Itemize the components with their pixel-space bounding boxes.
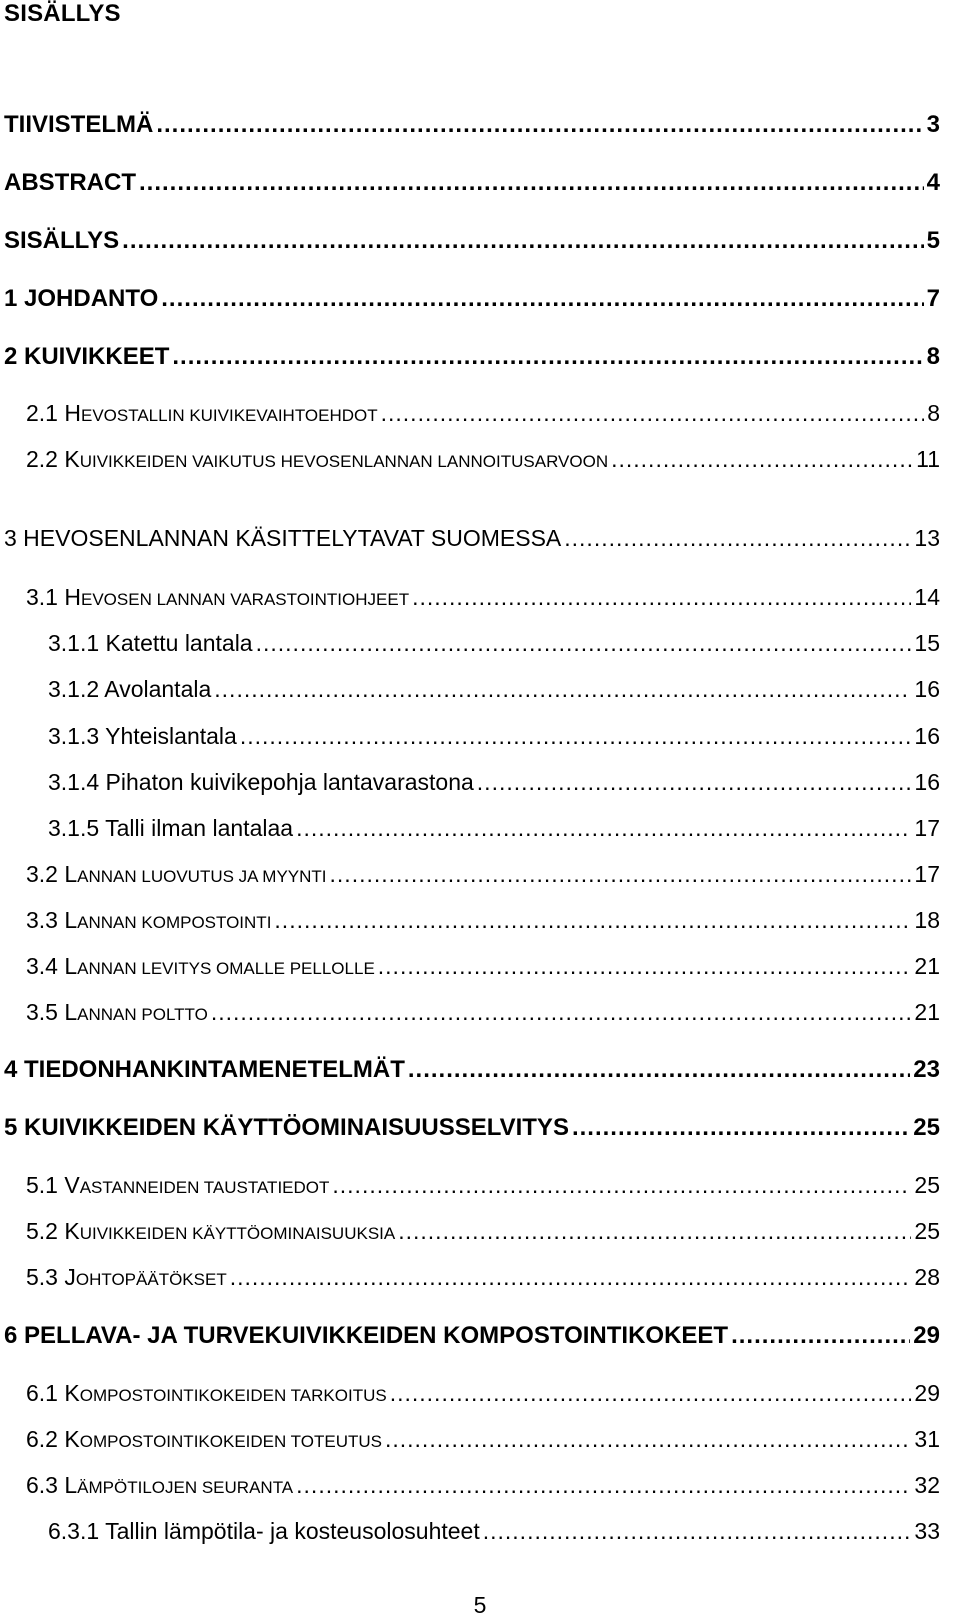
toc-entry[interactable] xyxy=(4,285,940,313)
toc-entry[interactable] xyxy=(48,630,940,657)
toc-leader-dots xyxy=(139,169,924,197)
toc-entry[interactable] xyxy=(48,815,940,842)
toc-leader-dots xyxy=(572,1114,910,1142)
toc-entry[interactable] xyxy=(26,1264,940,1291)
toc-entry[interactable] xyxy=(26,861,940,888)
toc-leader-dots xyxy=(332,1172,911,1199)
toc-leader-dots xyxy=(296,815,911,842)
toc-entry[interactable] xyxy=(48,676,940,703)
page-number: 5 xyxy=(473,1592,487,1618)
toc-entry-title: 3.1.4 Pihaton kuivikepohja lantavarastona xyxy=(48,769,474,795)
toc-entry-title: 1 JOHDANTO xyxy=(4,285,159,312)
toc-entry-title: 2 KUIVIKKEET xyxy=(4,343,170,370)
toc-entry-title: 2.2 KUIVIKKEIDEN VAIKUTUS HEVOSENLANNAN LANNOITUSARVOON xyxy=(26,446,609,472)
toc-leader-dots xyxy=(240,723,912,750)
toc-entry-title: 3.1.2 Avolantala xyxy=(48,676,212,702)
toc-entry-title: 6.3 LÄMPÖTILOJEN SEURANTA xyxy=(26,1472,294,1498)
toc-entry-title: 2.1 HEVOSTALLIN KUIVIKEVAIHTOEHDOT xyxy=(26,400,378,426)
toc-entry-page: 21 xyxy=(914,953,940,979)
toc-leader-dots xyxy=(731,1322,910,1350)
toc-entry-title: ABSTRACT xyxy=(4,169,136,196)
toc-entry-title: 3.1.3 Yhteislantala xyxy=(48,723,237,749)
toc-entry[interactable] xyxy=(26,907,940,934)
toc-entry[interactable] xyxy=(26,999,940,1026)
toc-entry[interactable] xyxy=(26,953,940,980)
toc-entry-page: 16 xyxy=(914,769,940,795)
toc-entry-page: 14 xyxy=(914,584,940,610)
toc-entry-title: 6 PELLAVA- JA TURVEKUIVIKKEIDEN KOMPOSTOINTIKOKEET xyxy=(4,1322,729,1349)
toc-entry-title: 6.2 KOMPOSTOINTIKOKEIDEN TOTEUTUS xyxy=(26,1426,382,1452)
toc-entry-page: 17 xyxy=(914,815,940,841)
toc-entry-page: 15 xyxy=(914,630,940,656)
toc-leader-dots xyxy=(408,1056,910,1084)
toc-entry[interactable] xyxy=(48,723,940,750)
toc-entry-page: 21 xyxy=(914,999,940,1025)
toc-entry-title: 3 HEVOSENLANNAN KÄSITTELYTAVAT SUOMESSA xyxy=(4,525,562,551)
toc-entry[interactable] xyxy=(4,343,940,371)
toc-leader-dots xyxy=(483,1518,912,1545)
toc-leader-dots xyxy=(330,861,912,888)
toc-entry-title: 3.1.1 Katettu lantala xyxy=(48,630,253,656)
toc-entry-page: 25 xyxy=(914,1218,940,1244)
toc-entry-title: 3.1 HEVOSEN LANNAN VARASTOINTIOHJEET xyxy=(26,584,410,610)
toc-entry-title: 5.1 VASTANNEIDEN TAUSTATIEDOT xyxy=(26,1172,330,1198)
toc-leader-dots xyxy=(211,999,912,1026)
toc-leader-dots xyxy=(378,953,912,980)
toc-entry[interactable] xyxy=(4,1056,940,1084)
toc-entry[interactable] xyxy=(4,1114,940,1142)
toc-entry-title: 5.3 JOHTOPÄÄTÖKSET xyxy=(26,1264,227,1290)
toc-entry-page: 33 xyxy=(914,1518,940,1544)
toc-entry-page: 11 xyxy=(916,446,940,472)
toc-leader-dots xyxy=(477,769,912,796)
toc-entry-page: 25 xyxy=(913,1114,940,1141)
toc-entry-title: 3.4 LANNAN LEVITYS OMALLE PELLOLLE xyxy=(26,953,375,979)
toc-entry[interactable] xyxy=(26,1380,940,1407)
toc-entry-page: 29 xyxy=(914,1380,940,1406)
toc-entry-title: SISÄLLYS xyxy=(4,227,120,254)
toc-entry-title: 3.5 LANNAN POLTTO xyxy=(26,999,208,1025)
page-title: SISÄLLYS xyxy=(4,0,121,27)
toc-entry-page: 28 xyxy=(914,1264,940,1290)
toc-leader-dots xyxy=(381,400,925,427)
toc-leader-dots xyxy=(412,584,911,611)
toc-entry-page: 16 xyxy=(914,723,940,749)
toc-entry-page: 8 xyxy=(927,400,940,426)
toc-leader-dots xyxy=(385,1426,911,1453)
toc-entry[interactable] xyxy=(4,169,940,197)
toc-entry-page: 3 xyxy=(926,111,940,138)
toc-leader-dots xyxy=(398,1218,911,1245)
toc-entry-title: 3.1.5 Talli ilman lantalaa xyxy=(48,815,294,841)
toc-entry[interactable] xyxy=(26,1426,940,1453)
toc-entry[interactable] xyxy=(26,1172,940,1199)
toc-entry-title: 5.2 KUIVIKKEIDEN KÄYTTÖOMINAISUUKSIA xyxy=(26,1218,396,1244)
toc-entry[interactable] xyxy=(26,400,940,427)
toc-entry-title: 4 TIEDONHANKINTAMENETELMÄT xyxy=(4,1056,405,1083)
toc-entry-title: 6.3.1 Tallin lämpötila- ja kosteusolosuhteet xyxy=(48,1518,480,1544)
toc-entry-title: 5 KUIVIKKEIDEN KÄYTTÖOMINAISUUSSELVITYS xyxy=(4,1114,569,1141)
toc-entry-page: 4 xyxy=(926,169,940,196)
toc-leader-dots xyxy=(230,1264,912,1291)
toc-entry[interactable] xyxy=(4,525,940,552)
toc-entry[interactable] xyxy=(26,584,940,611)
toc-leader-dots xyxy=(156,111,923,139)
toc-leader-dots xyxy=(161,285,923,313)
toc-entry-title: 6.1 KOMPOSTOINTIKOKEIDEN TARKOITUS xyxy=(26,1380,387,1406)
toc-entry[interactable] xyxy=(4,111,940,139)
toc-entry-page: 13 xyxy=(914,525,940,551)
toc-leader-dots xyxy=(564,525,911,552)
toc-entry-page: 5 xyxy=(926,227,940,254)
toc-entry[interactable] xyxy=(26,446,940,473)
toc-entry-page: 17 xyxy=(914,861,940,887)
toc-leader-dots xyxy=(274,907,911,934)
toc-entry-page: 25 xyxy=(914,1172,940,1198)
toc-entry[interactable] xyxy=(48,769,940,796)
toc-entry-title: TIIVISTELMÄ xyxy=(4,111,154,138)
toc-leader-dots xyxy=(296,1472,911,1499)
toc-entry-title: 3.2 LANNAN LUOVUTUS JA MYYNTI xyxy=(26,861,327,887)
toc-entry-page: 8 xyxy=(926,343,940,370)
toc-leader-dots xyxy=(256,630,912,657)
toc-entry-page: 16 xyxy=(914,676,940,702)
toc-entry-page: 18 xyxy=(914,907,940,933)
toc-entry-title: 3.3 LANNAN KOMPOSTOINTI xyxy=(26,907,272,933)
toc-entry-page: 31 xyxy=(914,1426,940,1452)
toc-leader-dots xyxy=(214,676,911,703)
toc-entry[interactable] xyxy=(4,227,940,255)
toc-entry-page: 7 xyxy=(926,285,940,312)
toc-entry[interactable] xyxy=(4,1322,940,1350)
toc-leader-dots xyxy=(390,1380,912,1407)
toc-leader-dots xyxy=(172,343,923,371)
toc-entry-page: 32 xyxy=(914,1472,940,1498)
toc-entry[interactable] xyxy=(26,1472,940,1499)
toc-leader-dots xyxy=(122,227,923,255)
toc-entry-page: 29 xyxy=(913,1322,940,1349)
toc-leader-dots xyxy=(611,446,913,473)
toc-entry[interactable] xyxy=(26,1218,940,1245)
toc-entry-page: 23 xyxy=(913,1056,940,1083)
toc-entry[interactable] xyxy=(48,1518,940,1545)
